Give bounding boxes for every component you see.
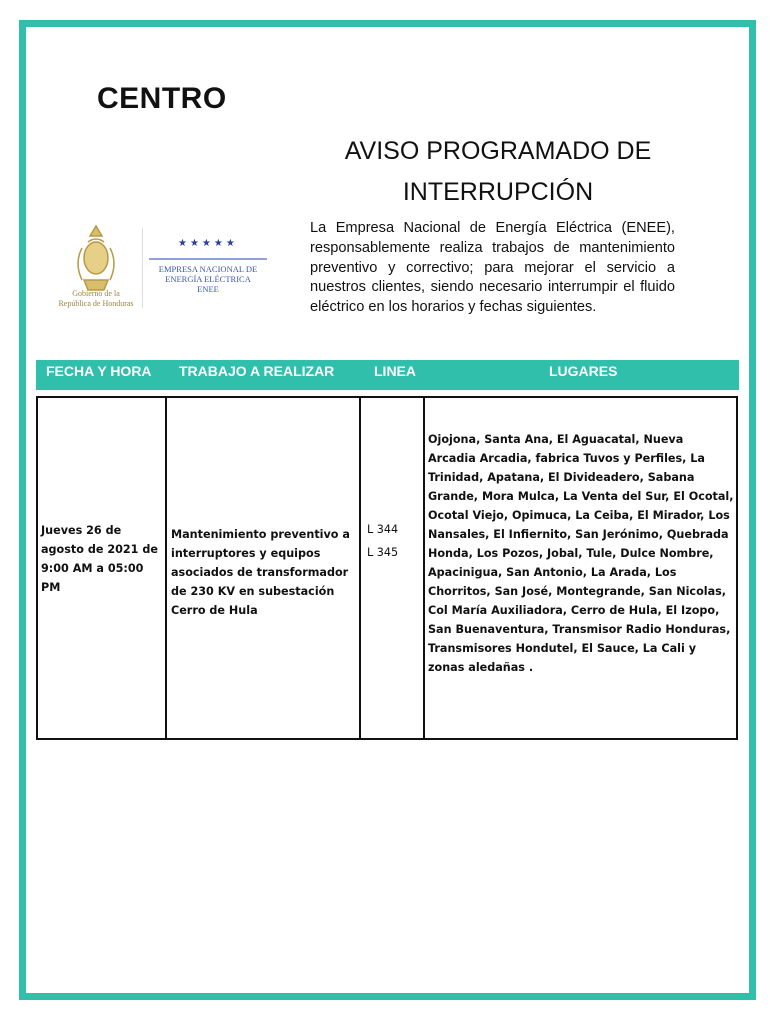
cell-fecha-hora: Jueves 26 de agosto de 2021 de 9:00 AM a 05:00 PM [41,524,158,594]
enee-logo-line3: ENEE [197,284,219,294]
logo-divider [142,228,143,308]
intro-paragraph: La Empresa Nacional de Energía Eléctrica (ENEE), responsablemente realiza trabajos de mantenimiento preventivo y correctivo; para mejorar el servicio a nuestros clientes, siendo necesario interrumpir el fluido eléctrico en los horarios y fechas siguientes. [310,220,675,316]
notice-title-line1: AVISO PROGRAMADO DE [344,137,652,165]
enee-logo-line2: ENERGÍA ELÉCTRICA [165,274,251,284]
header-fecha-hora: FECHA Y HORA [46,363,152,379]
table-row [36,396,738,740]
cell-trabajo: Mantenimiento preventivo a interruptores y equipos asociados de transformador de 230 KV en subestación Cerro de Hula [171,528,350,617]
enee-logo-text [148,264,268,294]
government-logo-text [50,289,142,309]
enee-logo-line [149,258,267,260]
cell-linea [367,520,425,562]
gov-logo-line2: República de Honduras [58,299,134,308]
gov-logo-line1: Gobierno de la [72,289,120,298]
cell-lugares: Ojojona, Santa Ana, El Aguacatal, Nueva Arcadia Arcadia, fabrica Tuvos y Perfiles, La Trinidad, Apatana, El Divideadero, Sabana Grande, Mora Mulca, La Venta del Sur, El Ocotal, Ocotal Viejo, Opimuca, La Ceiba, El Mirador, Los Nansales, El Infiernito, San Jerónimo, Quebrada Honda, Los Pozos, Jobal, Tule, Dulce Nombre, Apacinigua, San Antonio, La Arada, Los Chorritos, San José, Montegrande, San Nicolas, Col María Auxiliadora, Cerro de Hula, El Izopo, San Buenaventura, Transmisor Radio Honduras, Transmisores Hondutel, El Sauce, La Cali y zonas aledañas . [428,433,734,674]
linea-l344: L 344 [367,523,399,536]
region-title: CENTRO [97,82,227,115]
header-lugares: LUGARES [549,363,618,379]
enee-logo-line1: EMPRESA NACIONAL DE [158,264,258,274]
header-linea: LINEA [374,363,416,379]
column-divider [423,398,425,738]
header-trabajo: TRABAJO A REALIZAR [179,363,335,379]
table-header [36,360,739,390]
column-divider [165,398,167,738]
notice-title-line2: INTERRUPCIÓN [402,178,594,206]
linea-l345: L 345 [367,546,399,559]
enee-stars-icon: ★★★★★ [178,238,238,249]
